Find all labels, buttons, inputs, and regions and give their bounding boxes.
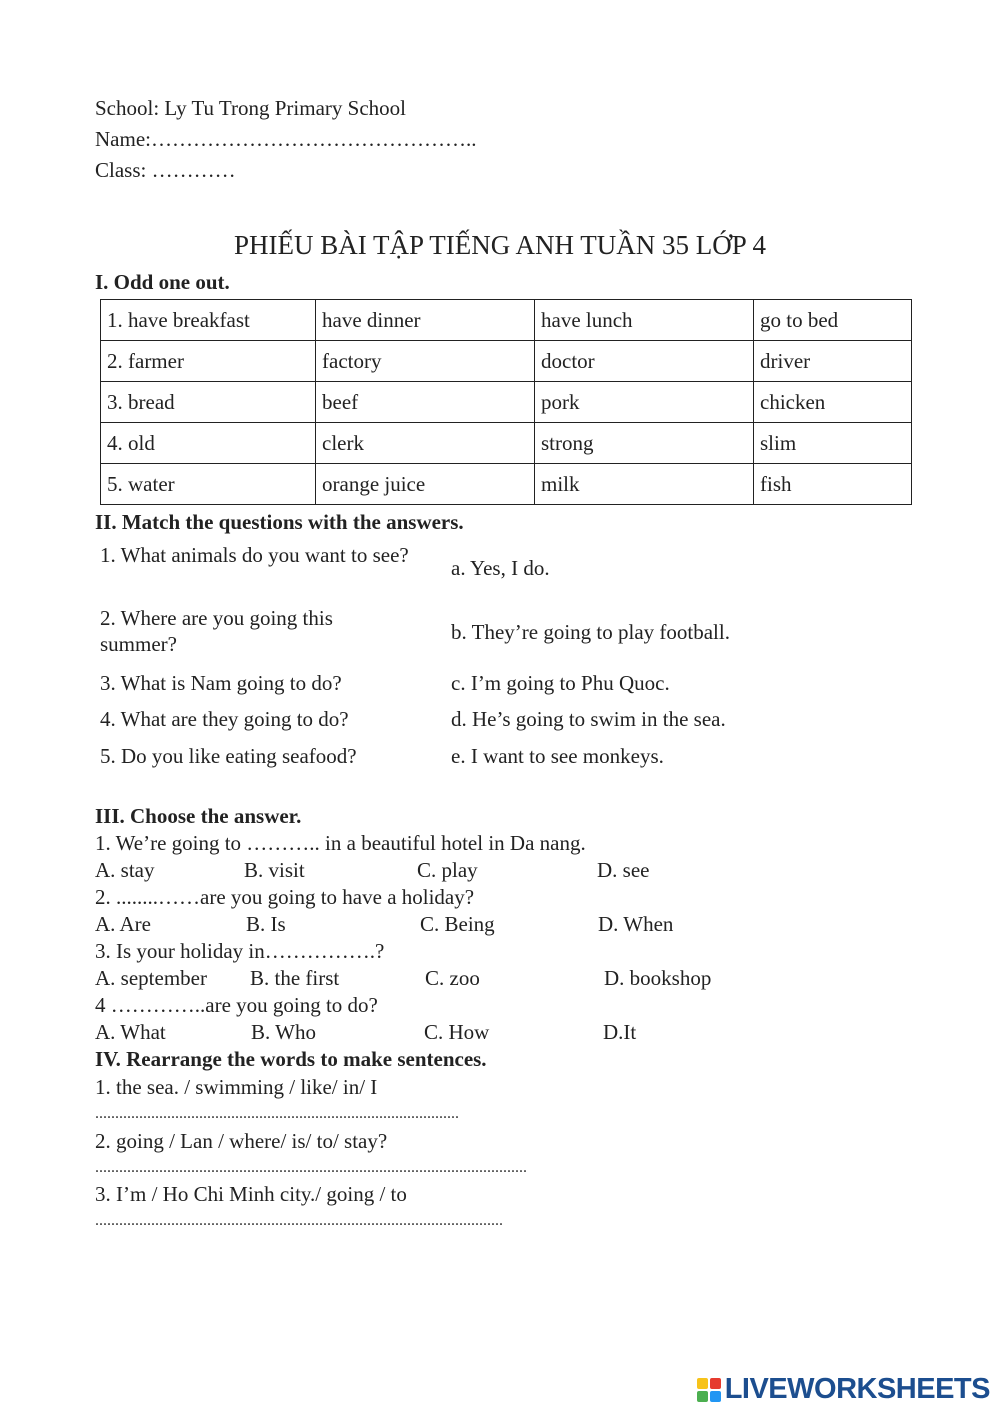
choose-3-option-c[interactable]: C. zoo <box>425 966 480 990</box>
liveworksheets-mark-icon <box>697 1378 721 1402</box>
rearrange-question-3: 3. I’m / Ho Chi Minh city./ going / to <box>95 1182 407 1206</box>
section-1-heading: I. Odd one out. <box>95 270 230 294</box>
odd-cell[interactable]: milk <box>535 464 754 505</box>
choose-1-option-a[interactable]: A. stay <box>95 858 155 882</box>
school-line: School: Ly Tu Trong Primary School <box>95 96 406 120</box>
choose-1-option-c[interactable]: C. play <box>417 858 478 882</box>
rearrange-question-2: 2. going / Lan / where/ is/ to/ stay? <box>95 1129 388 1153</box>
rearrange-answer-1[interactable]: ........................................................................................... <box>95 1105 459 1122</box>
logo-mark-square <box>697 1391 708 1402</box>
choose-4-option-c[interactable]: C. How <box>424 1020 490 1044</box>
odd-row-5 <box>101 464 912 505</box>
match-question-2: 2. Where are you going this summer? <box>100 606 333 656</box>
choose-4-option-d[interactable]: D.It <box>603 1020 637 1044</box>
choose-2-option-c[interactable]: C. Being <box>420 912 495 936</box>
odd-cell[interactable]: factory <box>316 341 535 382</box>
choose-2-option-d[interactable]: D. When <box>598 912 674 936</box>
odd-cell[interactable]: chicken <box>754 382 912 423</box>
match-question-4: 4. What are they going to do? <box>100 707 349 731</box>
name-line: Name:……………………………………….. <box>95 127 477 151</box>
odd-cell[interactable]: 2. farmer <box>101 341 316 382</box>
odd-cell[interactable]: slim <box>754 423 912 464</box>
choose-question-4: 4 …………..are you going to do? <box>95 993 378 1017</box>
odd-cell[interactable]: strong <box>535 423 754 464</box>
section-4-heading: IV. Rearrange the words to make sentences. <box>95 1047 487 1071</box>
match-answer-a: a. Yes, I do. <box>451 556 550 580</box>
odd-cell[interactable]: go to bed <box>754 300 912 341</box>
logo-mark-square <box>710 1378 721 1389</box>
odd-cell[interactable]: driver <box>754 341 912 382</box>
odd-cell[interactable]: 1. have breakfast <box>101 300 316 341</box>
match-question-1: 1. What animals do you want to see? <box>100 543 409 567</box>
odd-one-out-table <box>100 299 912 505</box>
liveworksheets-logo <box>697 1373 990 1406</box>
odd-cell[interactable]: 5. water <box>101 464 316 505</box>
odd-cell[interactable]: fish <box>754 464 912 505</box>
choose-question-3: 3. Is your holiday in…………….? <box>95 939 385 963</box>
match-question-5: 5. Do you like eating seafood? <box>100 744 357 768</box>
match-answer-d: d. He’s going to swim in the sea. <box>451 707 726 731</box>
section-2-heading: II. Match the questions with the answers. <box>95 510 464 534</box>
odd-row-1 <box>101 300 912 341</box>
odd-cell[interactable]: clerk <box>316 423 535 464</box>
odd-cell[interactable]: have dinner <box>316 300 535 341</box>
odd-cell[interactable]: beef <box>316 382 535 423</box>
choose-2-option-b[interactable]: B. Is <box>246 912 286 936</box>
odd-row-3 <box>101 382 912 423</box>
liveworksheets-logo-text: LIVEWORKSHEETS <box>724 1373 990 1405</box>
choose-1-option-d[interactable]: D. see <box>597 858 650 882</box>
odd-cell[interactable]: pork <box>535 382 754 423</box>
rearrange-answer-2[interactable]: ............................................................................................................ <box>95 1159 527 1176</box>
odd-cell[interactable]: doctor <box>535 341 754 382</box>
odd-cell[interactable]: have lunch <box>535 300 754 341</box>
rearrange-answer-3[interactable]: ...................................................................................................... <box>95 1212 503 1229</box>
odd-cell[interactable]: orange juice <box>316 464 535 505</box>
choose-4-option-a[interactable]: A. What <box>95 1020 166 1044</box>
logo-mark-square <box>697 1378 708 1389</box>
choose-3-option-b[interactable]: B. the first <box>250 966 340 990</box>
odd-row-4 <box>101 423 912 464</box>
match-answer-c: c. I’m going to Phu Quoc. <box>451 671 670 695</box>
odd-row-2 <box>101 341 912 382</box>
choose-2-option-a[interactable]: A. Are <box>95 912 151 936</box>
choose-3-option-d[interactable]: D. bookshop <box>604 966 712 990</box>
choose-1-option-b[interactable]: B. visit <box>244 858 305 882</box>
match-answer-b: b. They’re going to play football. <box>451 620 730 644</box>
odd-cell[interactable]: 4. old <box>101 423 316 464</box>
match-answer-e: e. I want to see monkeys. <box>451 744 664 768</box>
logo-mark-square <box>710 1391 721 1402</box>
rearrange-question-1: 1. the sea. / swimming / like/ in/ I <box>95 1075 378 1099</box>
section-3-heading: III. Choose the answer. <box>95 804 302 828</box>
choose-4-option-b[interactable]: B. Who <box>251 1020 316 1044</box>
choose-question-1: 1. We’re going to ……….. in a beautiful hotel in Da nang. <box>95 831 586 855</box>
worksheet-title: PHIẾU BÀI TẬP TIẾNG ANH TUẦN 35 LỚP 4 <box>233 230 766 260</box>
choose-3-option-a[interactable]: A. september <box>95 966 207 990</box>
odd-cell[interactable]: 3. bread <box>101 382 316 423</box>
class-line: Class: ………… <box>95 158 236 182</box>
choose-question-2: 2. ........……are you going to have a holiday? <box>95 885 475 909</box>
match-question-3: 3. What is Nam going to do? <box>100 671 342 695</box>
